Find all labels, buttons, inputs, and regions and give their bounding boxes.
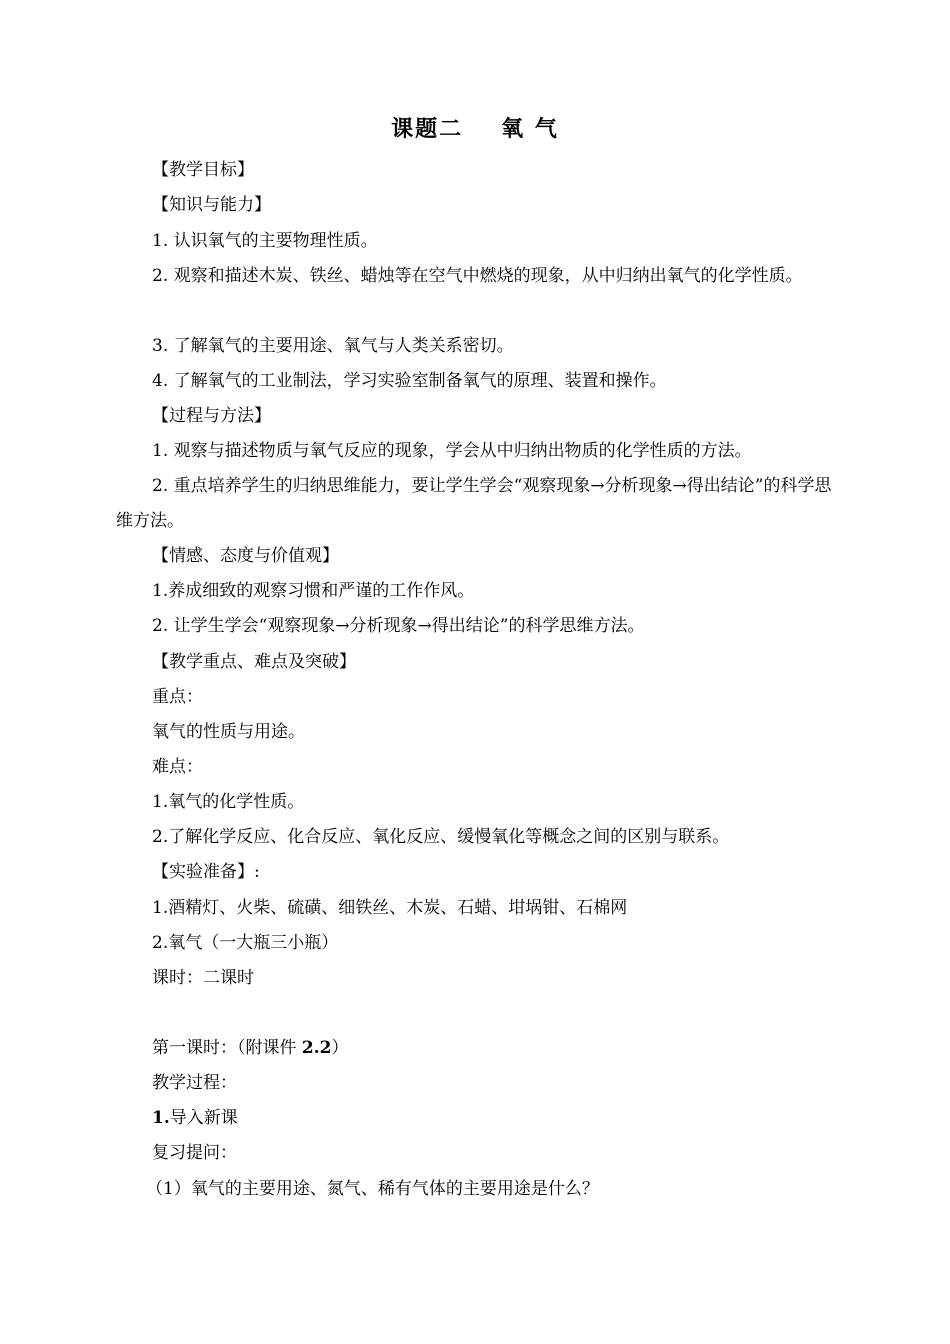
paragraph: 3. 了解氧气的主要用途、氧气与人类关系密切。: [152, 336, 514, 356]
paragraph: 1. 观察与描述物质与氧气反应的现象，学会从中归纳出物质的化学性质的方法。: [152, 441, 752, 461]
section-heading: 【教学目标】: [152, 160, 254, 180]
text-run: ）: [331, 1038, 349, 1058]
paragraph: [152, 1036, 348, 1060]
section-heading: 【情感、态度与价值观】: [152, 546, 339, 566]
paragraph: 2.氧气（一大瓶三小瓶）: [152, 933, 339, 953]
paragraph: 2. 让学生学会“观察现象→分析现象→得出结论”的科学思维方法。: [152, 616, 645, 636]
paragraph: 2. 观察和描述木炭、铁丝、蜡烛等在空气中燃烧的现象，从中归纳出氧气的化学性质。: [152, 266, 803, 286]
title-part-1: 课题二: [391, 116, 464, 142]
section-heading: 【知识与能力】: [152, 195, 271, 215]
paragraph: 2. 重点培养学生的归纳思维能力，要让学生学会“观察现象→分析现象→得出结论”的科学思维方法。: [116, 476, 832, 531]
paragraph: 1.养成细致的观察习惯和严谨的工作作风。: [152, 581, 475, 601]
paragraph: [152, 1106, 238, 1130]
paragraph: 4. 了解氧气的工业制法，学习实验室制备氧气的原理、装置和操作。: [152, 371, 667, 391]
paragraph: 1.氧气的化学性质。: [152, 792, 305, 812]
text-run: 导入新课: [169, 1108, 238, 1128]
paragraph: 2.了解化学反应、化合反应、氧化反应、缓慢氧化等概念之间的区别与联系。: [152, 827, 730, 847]
paragraph: 氧气的性质与用途。: [152, 722, 305, 742]
paragraph: （1）氧气的主要用途、氮气、稀有气体的主要用途是什么？: [146, 1179, 599, 1199]
section-heading: 【实验准备】:: [152, 862, 260, 882]
paragraph: 难点：: [152, 757, 203, 777]
text-run-bold: 1.: [152, 1108, 170, 1128]
paragraph: 重点：: [152, 687, 203, 707]
paragraph: 1.酒精灯、火柴、硫磺、细铁丝、木炭、石蜡、坩埚钳、石棉网: [152, 898, 628, 918]
text-run-bold: 2.2: [301, 1038, 332, 1058]
paragraph: 课时：二课时: [152, 968, 254, 988]
text-run: 第一课时：（附课件: [152, 1038, 302, 1058]
paragraph: 1. 认识氧气的主要物理性质。: [152, 231, 378, 251]
paragraph: 教学过程：: [152, 1073, 237, 1093]
section-heading: 【过程与方法】: [152, 406, 271, 426]
section-heading: 【教学重点、难点及突破】: [152, 652, 356, 672]
title-part-2: 氧 气: [501, 116, 559, 142]
paragraph: 复习提问：: [152, 1143, 237, 1163]
page-title: [0, 112, 950, 143]
